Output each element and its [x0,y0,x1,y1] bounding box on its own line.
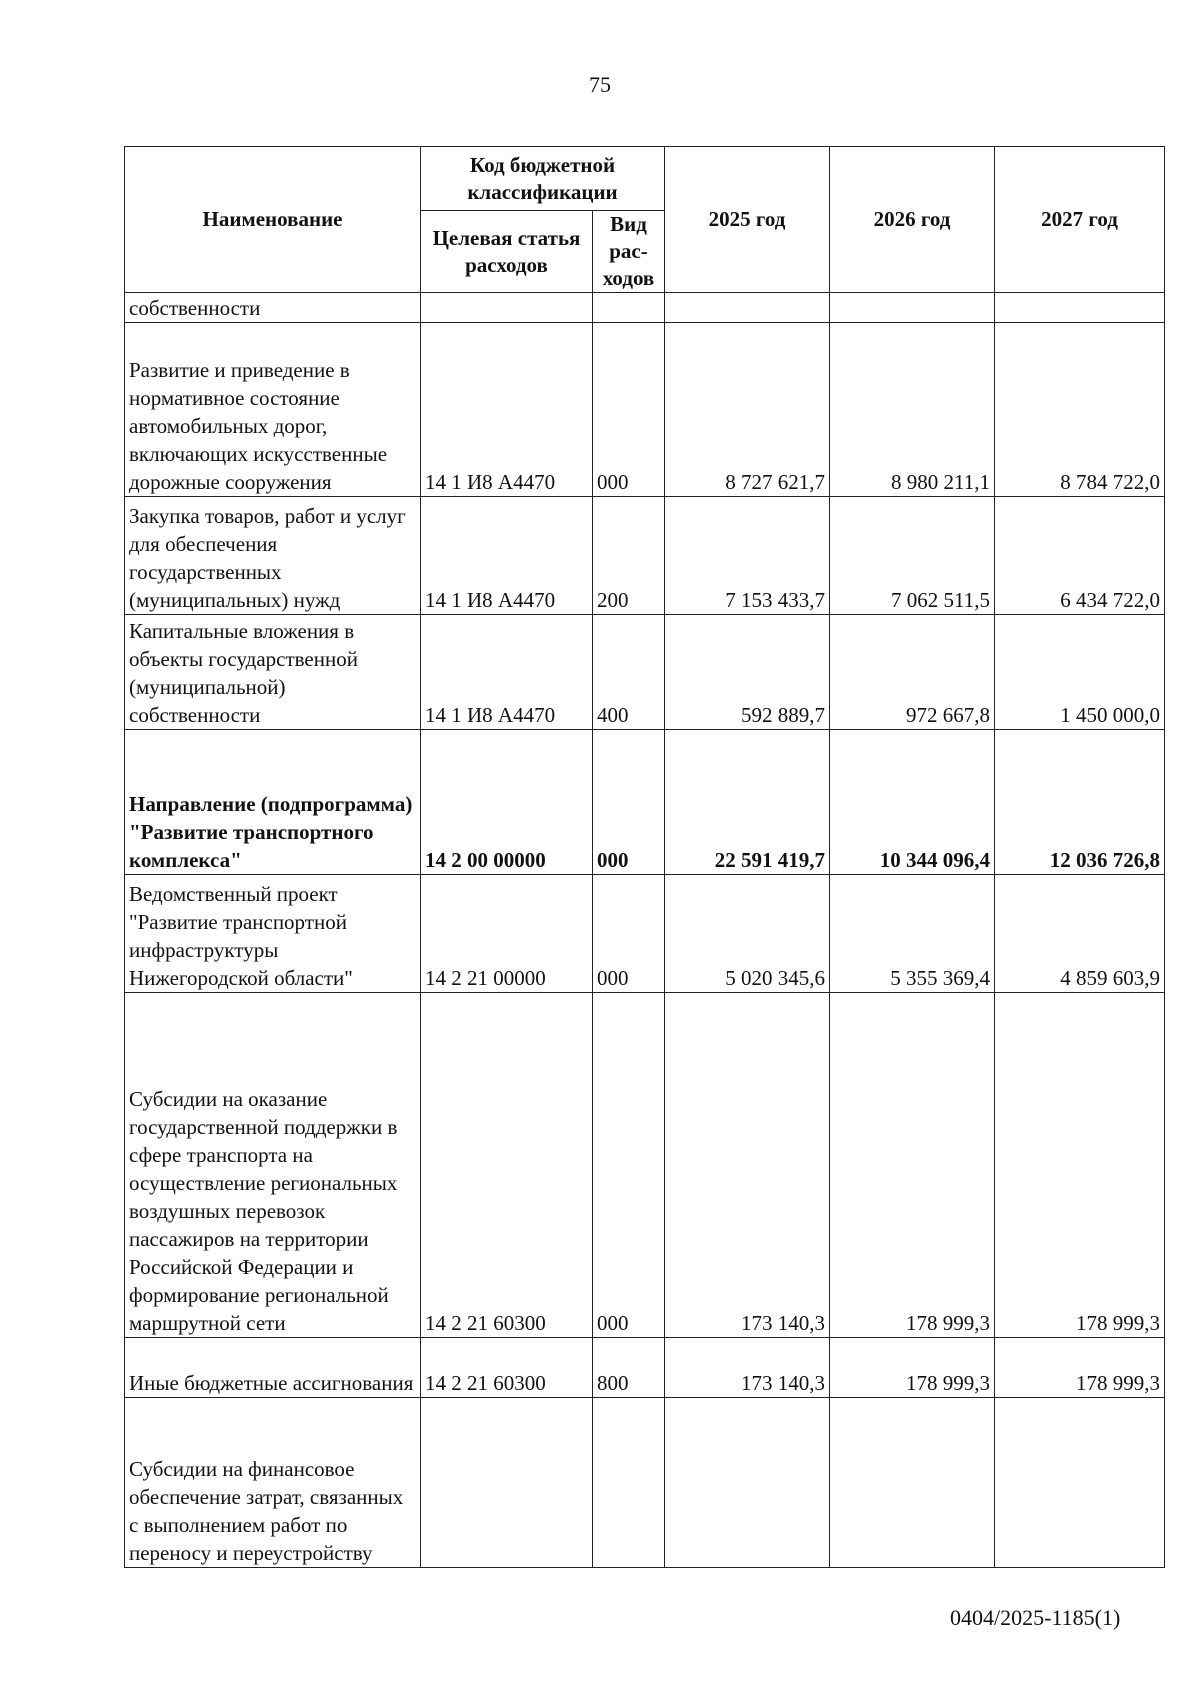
table-row [125,615,1165,730]
row-value-2025: 5 020 345,6 [665,875,830,993]
row-target-article: 14 2 21 00000 [421,875,593,993]
row-name: Развитие и приведение в нормативное состояние автомобильных дорог, включающих искусственные дорожные сооружения [125,323,421,497]
document-code: 0404/2025-1185(1) [950,1605,1121,1630]
row-expense-type: 000 [593,323,665,497]
table-row [125,993,1165,1338]
row-expense-type: 200 [593,497,665,615]
table-body [125,293,1165,1568]
row-target-article: 14 2 21 60300 [421,1338,593,1398]
row-value-2027 [995,1398,1165,1568]
row-target-article: 14 1 И8 А4470 [421,323,593,497]
row-value-2027 [995,293,1165,323]
row-target-article [421,1398,593,1568]
row-target-article: 14 1 И8 А4470 [421,497,593,615]
row-name: Ведомственный проект "Развитие транспортной инфраструктуры Нижегородской области" [125,875,421,993]
row-value-2025: 173 140,3 [665,1338,830,1398]
row-name: Направление (подпрограмма) "Развитие транспортного комплекса" [125,730,421,875]
table-row [125,1398,1165,1568]
header-target-article: Целевая статья расходов [421,211,593,293]
header-name: Наименование [125,147,421,293]
row-name: Капитальные вложения в объекты государственной (муниципальной) собственности [125,615,421,730]
row-value-2025: 592 889,7 [665,615,830,730]
budget-table [124,146,1165,1568]
row-name: Субсидии на оказание государственной поддержки в сфере транспорта на осуществление региональных воздушных перевозок пассажиров на территории Российской Федерации и формирование региональной маршрутной сети [125,993,421,1338]
row-expense-type: 000 [593,993,665,1338]
row-value-2026: 178 999,3 [830,993,995,1338]
row-expense-type [593,293,665,323]
table-row [125,497,1165,615]
table-row [125,293,1165,323]
header-code-group: Код бюджетной классификации [421,147,665,211]
row-expense-type: 800 [593,1338,665,1398]
table-row [125,1338,1165,1398]
row-target-article [421,293,593,323]
header-year-2025: 2025 год [665,147,830,293]
row-value-2025: 22 591 419,7 [665,730,830,875]
row-value-2025: 7 153 433,7 [665,497,830,615]
header-year-2027: 2027 год [995,147,1165,293]
row-value-2027: 1 450 000,0 [995,615,1165,730]
header-year-2026: 2026 год [830,147,995,293]
header-expense-type: Вид рас-ходов [593,211,665,293]
row-expense-type: 000 [593,875,665,993]
row-expense-type: 000 [593,730,665,875]
row-value-2026 [830,1398,995,1568]
row-value-2025 [665,1398,830,1568]
row-name: собственности [125,293,421,323]
row-value-2025 [665,293,830,323]
row-expense-type: 400 [593,615,665,730]
row-value-2027: 178 999,3 [995,1338,1165,1398]
row-value-2026: 8 980 211,1 [830,323,995,497]
row-value-2027: 178 999,3 [995,993,1165,1338]
row-value-2026: 7 062 511,5 [830,497,995,615]
row-target-article: 14 1 И8 А4470 [421,615,593,730]
page-number: 75 [589,72,611,97]
row-target-article: 14 2 21 60300 [421,993,593,1338]
row-value-2027: 12 036 726,8 [995,730,1165,875]
row-name: Иные бюджетные ассигнования [125,1338,421,1398]
table-row [125,875,1165,993]
table-row-subprogram [125,730,1165,875]
row-value-2026: 10 344 096,4 [830,730,995,875]
row-value-2025: 8 727 621,7 [665,323,830,497]
row-name: Субсидии на финансовое обеспечение затрат, связанных с выполнением работ по переносу и переустройству [125,1398,421,1568]
row-value-2026: 5 355 369,4 [830,875,995,993]
table-row [125,323,1165,497]
row-value-2025: 173 140,3 [665,993,830,1338]
table-header [125,147,1165,293]
row-value-2026 [830,293,995,323]
row-name: Закупка товаров, работ и услуг для обеспечения государственных (муниципальных) нужд [125,497,421,615]
row-expense-type [593,1398,665,1568]
row-value-2026: 178 999,3 [830,1338,995,1398]
row-target-article: 14 2 00 00000 [421,730,593,875]
row-value-2027: 4 859 603,9 [995,875,1165,993]
row-value-2027: 8 784 722,0 [995,323,1165,497]
row-value-2027: 6 434 722,0 [995,497,1165,615]
row-value-2026: 972 667,8 [830,615,995,730]
